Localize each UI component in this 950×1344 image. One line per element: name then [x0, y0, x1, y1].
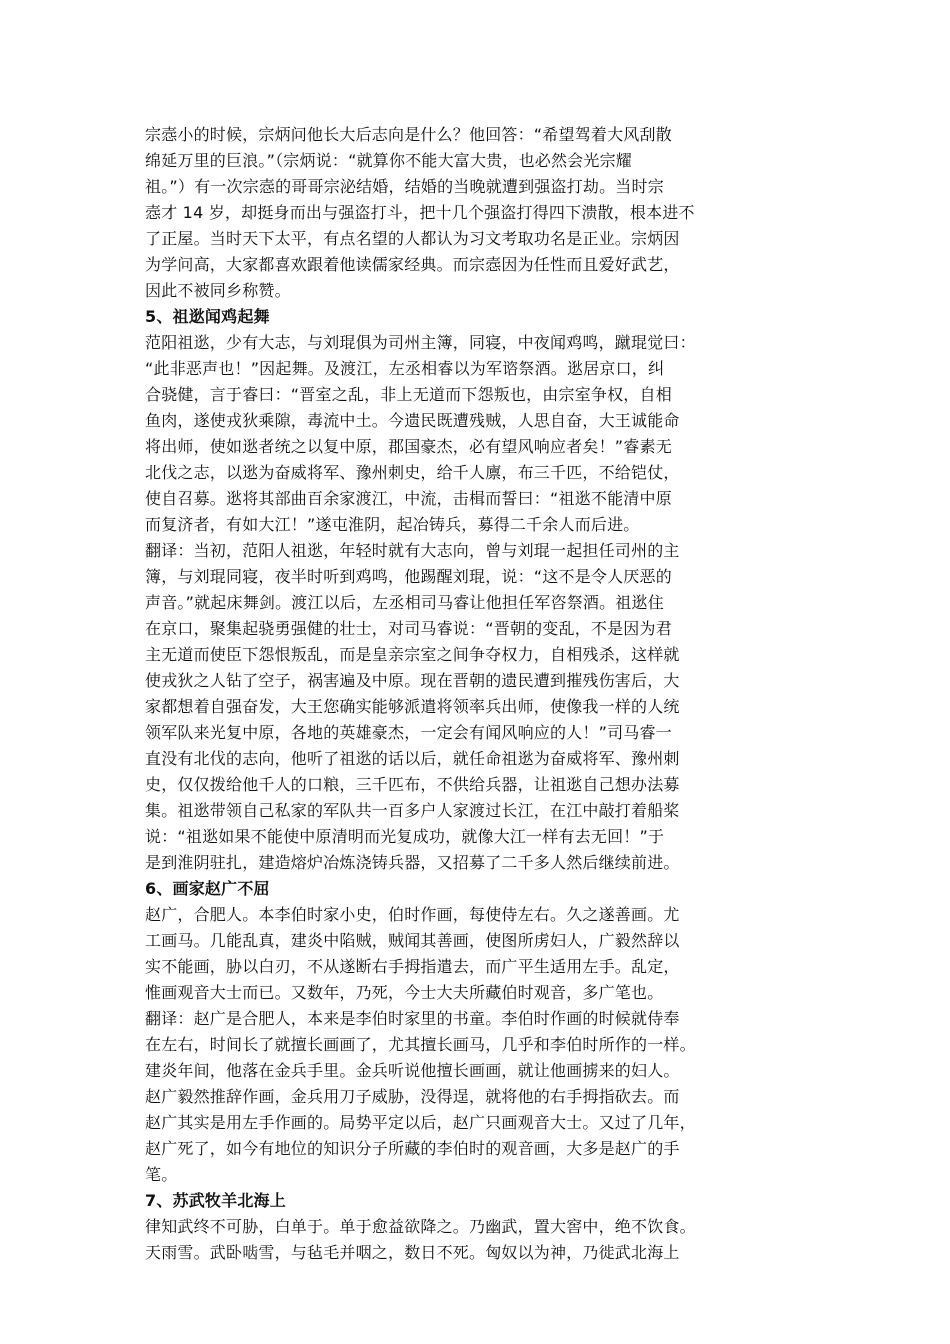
text-line: 史，仅仅拨给他千人的口粮，三千匹布，不供给兵器，让祖逖自己想办法募 — [145, 775, 680, 794]
text-line: 因此不被同乡称赞。 — [145, 281, 291, 300]
text-line: 为学问高，大家都喜欢跟着他读儒家经典。而宗悫因为任性而且爱好武艺， — [145, 255, 680, 274]
text-line: 在左右，时间长了就擅长画画了，尤其擅长画马，几乎和李伯时所作的一样。 — [145, 1035, 696, 1054]
text-line: 北伐之志，以逖为奋威将军、豫州刺史，给千人廪，布三千匹，不给铠仗， — [145, 463, 680, 482]
text-line: 范阳祖逖，少有大志，与刘琨俱为司州主簿，同寝，中夜闻鸡鸣，蹴琨觉曰： — [145, 333, 696, 352]
text-line: 鱼肉，遂使戎狄乘隙，毒流中土。今遗民既遭残贼，人思自奋，大王诚能命 — [145, 411, 680, 430]
text-line: 而复济者，有如大江！”遂屯淮阴，起冶铸兵，募得二千余人而后进。 — [145, 515, 640, 534]
text-line: 直没有北伐的志向，他听了祖逖的话以后，就任命祖逖为奋威将军、豫州刺 — [145, 749, 680, 768]
text-line: 集。祖逖带领自己私家的军队共一百多户人家渡过长江，在江中敲打着船桨 — [145, 801, 680, 820]
text-line: 使自召募。逖将其部曲百余家渡江，中流，击楫而誓曰：“祖逖不能清中原 — [145, 489, 672, 508]
text-line: 赵广其实是用左手作画的。局势平定以后，赵广只画观音大士。又过了几年， — [145, 1113, 696, 1132]
text-line: 悫才 14 岁，却挺身而出与强盗打斗，把十几个强盗打得四下溃散，根本进不 — [145, 203, 695, 222]
text-line: 翻译：当初，范阳人祖逖，年轻时就有大志向，曾与刘琨一起担任司州的主 — [145, 541, 680, 560]
text-line: 使戎狄之人钻了空子，祸害遍及中原。现在晋朝的遗民遭到摧残伤害后，大 — [145, 671, 680, 690]
text-line: 翻译：赵广是合肥人，本来是李伯时家里的书童。李伯时作画的时候就侍奉 — [145, 1009, 680, 1028]
text-line: 说：“祖逖如果不能使中原清明而光复成功，就像大江一样有去无回！”于 — [145, 827, 665, 846]
text-line: 领军队来光复中原，各地的英雄豪杰，一定会有闻风响应的人！”司马睿一 — [145, 723, 672, 742]
text-line: 合骁健，言于睿曰：“晋室之乱，非上无道而下怨叛也，由宗室争权，自相 — [145, 385, 672, 404]
text-line: “此非恶声也！”因起舞。及渡江，左丞相睿以为军谘祭酒。逖居京口，纠 — [145, 359, 665, 378]
text-line: 是到淮阴驻扎，建造熔炉冶炼浇铸兵器，又招募了二千多人然后继续前进。 — [145, 853, 680, 872]
section-heading: 6、画家赵广不屈 — [145, 879, 270, 898]
text-line: 建炎年间，他落在金兵手里。金兵听说他擅长画画，就让他画掳来的妇人。 — [145, 1061, 680, 1080]
section-heading: 7、苏武牧羊北海上 — [145, 1191, 286, 1210]
text-line: 主无道而使臣下怨恨叛乱，而是皇亲宗室之间争夺权力，自相残杀，这样就 — [145, 645, 680, 664]
text-line: 祖。”）有一次宗悫的哥哥宗泌结婚，结婚的当晚就遭到强盗打劫。当时宗 — [145, 177, 664, 196]
text-line: 律知武终不可胁，白单于。单于愈益欲降之。乃幽武，置大窖中，绝不饮食。 — [145, 1217, 696, 1236]
document-page — [145, 122, 807, 1266]
text-line: 声音。”就起床舞剑。渡江以后，左丞相司马睿让他担任军咨祭酒。祖逖住 — [145, 593, 664, 612]
text-line: 工画马。几能乱真，建炎中陷贼，贼闻其善画，使图所虏妇人，广毅然辞以 — [145, 931, 680, 950]
text-line: 宗悫小的时候，宗炳问他长大后志向是什么？他回答：“希望驾着大风刮散 — [145, 125, 672, 144]
text-line: 绵延万里的巨浪。”（宗炳说：“就算你不能大富大贵，也必然会光宗耀 — [145, 151, 632, 170]
text-line: 簿，与刘琨同寝，夜半时听到鸡鸣，他踢醒刘琨，说：“这不是令人厌恶的 — [145, 567, 672, 586]
text-line: 天雨雪。武卧啮雪，与毡毛并咽之，数日不死。匈奴以为神，乃徙武北海上 — [145, 1243, 680, 1262]
text-line: 赵广，合肥人。本李伯时家小史，伯时作画，每使侍左右。久之遂善画。尤 — [145, 905, 680, 924]
text-line: 家都想着自强奋发，大王您确实能够派遣将领率兵出师，使像我一样的人统 — [145, 697, 680, 716]
section-heading: 5、祖逖闻鸡起舞 — [145, 307, 270, 326]
text-line: 在京口，聚集起骁勇强健的壮士，对司马睿说：“晋朝的变乱，不是因为君 — [145, 619, 672, 638]
text-line: 赵广死了，如今有地位的知识分子所藏的李伯时的观音画，大多是赵广的手 — [145, 1139, 680, 1158]
text-line: 笔。 — [145, 1165, 178, 1184]
text-line: 惟画观音大士而已。又数年，乃死，今士大夫所藏伯时观音，多广笔也。 — [145, 983, 664, 1002]
text-line: 了正屋。当时天下太平，有点名望的人都认为习文考取功名是正业。宗炳因 — [145, 229, 680, 248]
text-line: 赵广毅然推辞作画，金兵用刀子威胁，没得逞，就将他的右手拇指砍去。而 — [145, 1087, 680, 1106]
text-line: 将出师，使如逖者统之以复中原，郡国豪杰，必有望风响应者矣！”睿素无 — [145, 437, 672, 456]
text-line: 实不能画，胁以白刃，不从遂断右手拇指遣去，而广平生适用左手。乱定， — [145, 957, 680, 976]
